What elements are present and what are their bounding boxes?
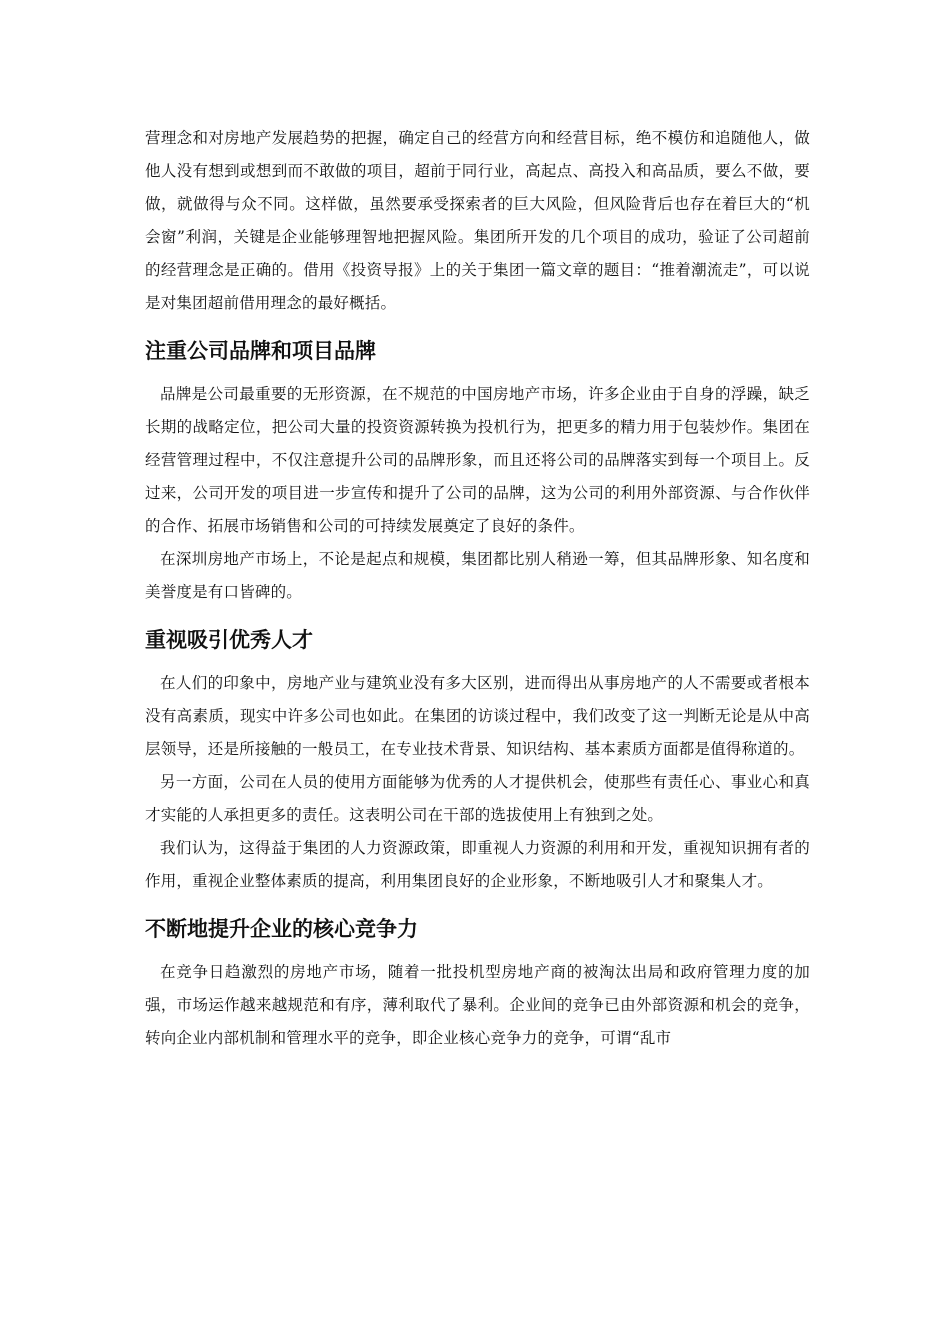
paragraph-core-competitiveness: 在竞争日趋激烈的房地产市场，随着一批投机型房地产商的被淘汰出局和政府管理力度的加强，市场运作越来越规范和有序，薄利取代了暴利。企业间的竞争已由外部资源和机会的竞争，转向企业内部机制和管理水平的竞争，即企业核心竞争力的竞争，可谓“乱市 xyxy=(145,963,810,1047)
paragraph-business-philosophy: 营理念和对房地产发展趋势的把握，确定自己的经营方向和经营目标，绝不模仿和追随他人，做他人没有想到或想到而不敢做的项目，超前于同行业，高起点、高投入和高品质，要么不做，要做，就做得与众不同。这样做，虽然要承受探索者的巨大风险，但风险背后也存在着巨大的“机会窗”利润，关键是企业能够理智地把握风险。集团所开发的几个项目的成功，验证了公司超前的经营理念是正确的。借用《投资导报》上的关于集团一篇文章的题目：“推着潮流走”，可以说是对集团超前借用理念的最好概括。 xyxy=(145,129,810,312)
paragraph-brand-2: 在深圳房地产市场上，不论是起点和规模，集团都比别人稍逊一筹，但其品牌形象、知名度和美誉度是有口皆碑的。 xyxy=(145,550,810,601)
paragraph-talent-2: 另一方面，公司在人员的使用方面能够为优秀的人才提供机会，使那些有责任心、事业心和真才实能的人承担更多的责任。这表明公司在干部的选拔使用上有独到之处。 xyxy=(145,773,810,824)
heading-core-competitiveness: 不断地提升企业的核心竞争力 xyxy=(145,917,418,941)
paragraph-talent-1: 在人们的印象中，房地产业与建筑业没有多大区别，进而得出从事房地产的人不需要或者根本没有高素质，现实中许多公司也如此。在集团的访谈过程中，我们改变了这一判断无论是从中高层领导，还是所接触的一般员工，在专业技术背景、知识结构、基本素质方面都是值得称道的。 xyxy=(145,674,810,758)
document-page xyxy=(145,122,810,1055)
heading-brand: 注重公司品牌和项目品牌 xyxy=(145,339,376,363)
paragraph-brand-1: 品牌是公司最重要的无形资源，在不规范的中国房地产市场，许多企业由于自身的浮躁，缺乏长期的战略定位，把公司大量的投资资源转换为投机行为，把更多的精力用于包装炒作。集团在经营管理过程中，不仅注意提升公司的品牌形象，而且还将公司的品牌落实到每一个项目上。反过来，公司开发的项目进一步宣传和提升了公司的品牌，这为公司的利用外部资源、与合作伙伴的合作、拓展市场销售和公司的可持续发展奠定了良好的条件。 xyxy=(145,385,810,535)
heading-talent: 重视吸引优秀人才 xyxy=(145,628,313,652)
paragraph-talent-3: 我们认为，这得益于集团的人力资源政策，即重视人力资源的利用和开发，重视知识拥有者的作用，重视企业整体素质的提高，利用集团良好的企业形象，不断地吸引人才和聚集人才。 xyxy=(145,839,810,890)
